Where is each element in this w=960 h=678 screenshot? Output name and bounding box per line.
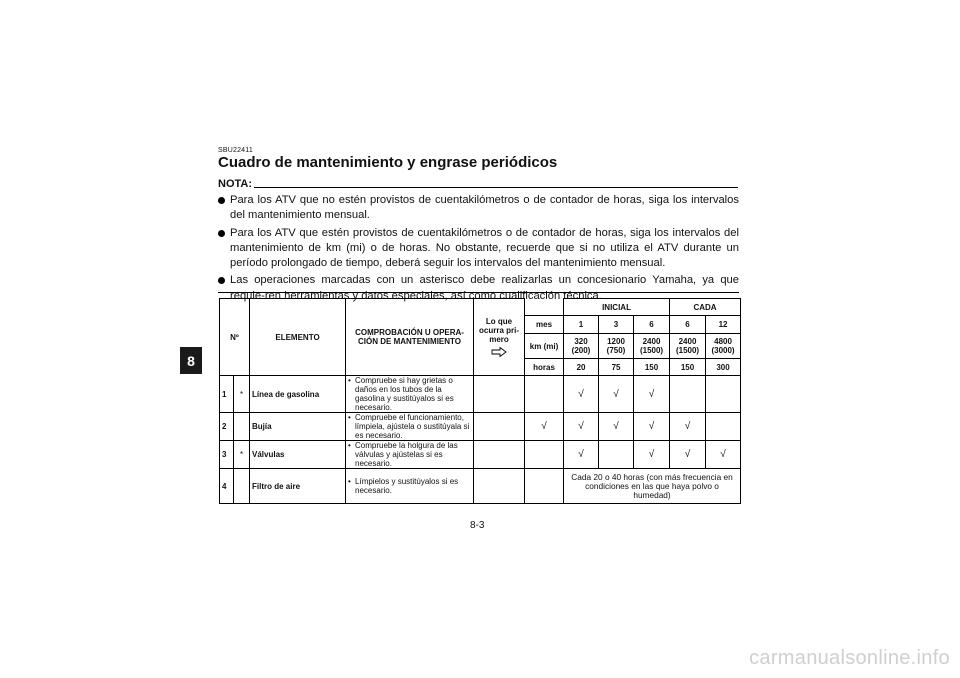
row-number: 2 <box>220 413 234 441</box>
km-value: 4800 (3000) <box>706 334 741 359</box>
mes-value: 3 <box>599 316 634 334</box>
row-operation-text: • Límpielos y sustitúyalos si es necesario. <box>348 477 471 495</box>
note-text: Para los ATV que estén provistos de cuentakilómetros o de contador de horas, siga los intervalos del mantenimiento de km (mi) o de horas. No obstante, recuerde que si no utiliza el ATV durante un período prolongado de tiempo, deberá seguir los intervalos del mantenimiento mensual. <box>230 226 739 270</box>
km-value: 2400 (1500) <box>634 334 670 359</box>
row-check-empty <box>474 413 525 441</box>
row-check: √ <box>564 441 599 469</box>
header-element: ELEMENTO <box>250 299 346 376</box>
row-operation <box>346 441 474 469</box>
header-first <box>474 299 525 376</box>
row-element: Válvulas <box>250 441 346 469</box>
mes-value: 6 <box>634 316 670 334</box>
label-horas: horas <box>525 359 564 376</box>
row-check <box>474 376 525 413</box>
row-check: √ <box>634 376 670 413</box>
row-operation-text: • Compruebe la holgura de las válvulas y ajústelas si es necesario. <box>348 441 471 468</box>
notes-bottom-rule <box>218 292 739 293</box>
header-first-label: Lo que ocurra pri-mero <box>479 317 520 344</box>
mes-value: 6 <box>670 316 706 334</box>
row-star <box>234 469 250 504</box>
row-interval-note: Cada 20 o 40 horas (con más frecuencia en condiciones en las que haya polvo o humedad) <box>564 469 741 504</box>
row-check: √ <box>670 413 706 441</box>
bullet-icon <box>218 197 225 204</box>
horas-value: 150 <box>670 359 706 376</box>
header-row <box>220 299 741 316</box>
row-check <box>525 376 564 413</box>
table-row <box>220 376 741 413</box>
bullet-icon <box>218 230 225 237</box>
row-operation-text: • Compruebe si hay grietas o daños en los tubos de la gasolina y sustitúyalos si es necesario. <box>348 376 471 412</box>
watermark: carmanualsonline.info <box>749 647 950 669</box>
row-check: √ <box>599 376 634 413</box>
table-row <box>220 413 741 441</box>
row-check-empty <box>474 469 525 504</box>
row-check: √ <box>634 413 670 441</box>
chapter-tab: 8 <box>180 347 202 374</box>
row-check: √ <box>599 413 634 441</box>
row-operation <box>346 469 474 504</box>
table-row <box>220 469 741 504</box>
row-operation <box>346 376 474 413</box>
page-title: Cuadro de mantenimiento y engrase periódicos <box>218 154 558 171</box>
row-check-empty <box>474 441 525 469</box>
row-check: √ <box>564 376 599 413</box>
row-check-empty <box>706 376 741 413</box>
row-element: Bujía <box>250 413 346 441</box>
km-value: 1200 (750) <box>599 334 634 359</box>
arrow-right-icon <box>491 347 507 357</box>
header-no: Nº <box>220 299 250 376</box>
note-text: Para los ATV que no estén provistos de cuentakilómetros o de contador de horas, siga los intervalos del mantenimiento mensual. <box>230 194 739 222</box>
row-check: √ <box>525 413 564 441</box>
row-star: * <box>234 441 250 469</box>
row-star <box>234 413 250 441</box>
header-initial: INICIAL <box>564 299 670 316</box>
row-check-empty <box>525 441 564 469</box>
km-value: 2400 (1500) <box>670 334 706 359</box>
horas-value: 300 <box>706 359 741 376</box>
page-number: 8-3 <box>470 520 485 531</box>
note-text: Las operaciones marcadas con un asterisco debe realizarlas un concesionario Yamaha, ya que requie-ren herramientas y datos especiales, así como cualificación técnica. <box>230 274 739 302</box>
row-operation <box>346 413 474 441</box>
row-check: √ <box>670 441 706 469</box>
nota-label: NOTA: <box>218 178 253 190</box>
nota-header <box>218 178 738 192</box>
row-star: * <box>234 376 250 413</box>
km-value: 320 (200) <box>564 334 599 359</box>
horas-value: 20 <box>564 359 599 376</box>
row-check <box>599 441 634 469</box>
horas-value: 150 <box>634 359 670 376</box>
row-check: √ <box>564 413 599 441</box>
row-element: Línea de gasolina <box>250 376 346 413</box>
row-number: 4 <box>220 469 234 504</box>
header-blank-cell <box>525 299 564 316</box>
row-check: √ <box>706 441 741 469</box>
table-row <box>220 441 741 469</box>
note-item <box>218 226 739 272</box>
header-every: CADA <box>670 299 741 316</box>
bullet-icon <box>218 277 225 284</box>
row-element: Filtro de aire <box>250 469 346 504</box>
row-check-empty <box>525 469 564 504</box>
row-check: √ <box>634 441 670 469</box>
label-km: km (mi) <box>525 334 564 359</box>
nota-rule <box>254 187 738 188</box>
row-check-empty <box>670 376 706 413</box>
row-number: 3 <box>220 441 234 469</box>
horas-value: 75 <box>599 359 634 376</box>
maintenance-table <box>219 298 741 504</box>
mes-value: 12 <box>706 316 741 334</box>
row-number: 1 <box>220 376 234 413</box>
row-operation-text: • Compruebe el funcionamiento, límpiela, ajústela o sustitúyala si es necesario. <box>348 413 471 440</box>
note-item <box>218 193 739 224</box>
label-mes: mes <box>525 316 564 334</box>
row-check-empty <box>706 413 741 441</box>
mes-value: 1 <box>564 316 599 334</box>
section-code: SBU22411 <box>218 147 253 154</box>
header-operation: COMPROBACIÓN U OPERA-CIÓN DE MANTENIMIENTO <box>346 299 474 376</box>
notes-list <box>218 193 739 306</box>
